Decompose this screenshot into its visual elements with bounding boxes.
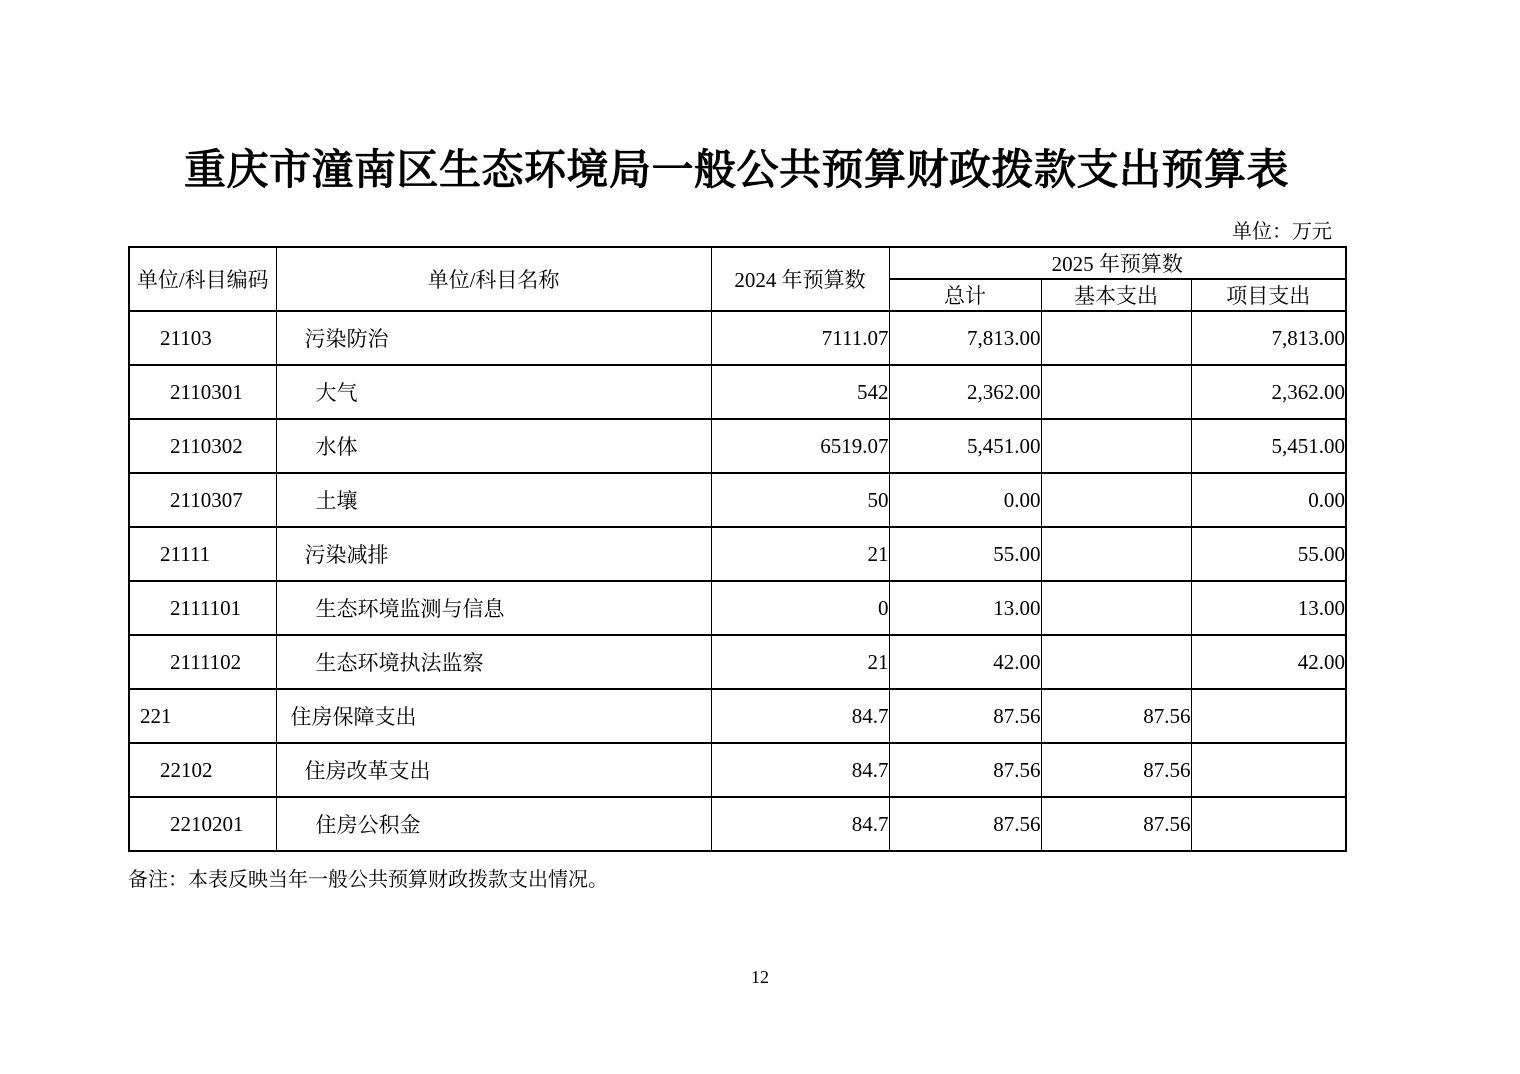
budget-table — [128, 246, 1347, 852]
cell-2024: 0 — [711, 581, 889, 635]
cell-2024: 542 — [711, 365, 889, 419]
table-row — [129, 419, 1346, 473]
table-body — [129, 311, 1346, 851]
unit-note: 单位：万元 — [1232, 221, 1332, 243]
cell-basic — [1041, 473, 1191, 527]
cell-code: 2110307 — [129, 473, 276, 527]
cell-name: 住房公积金 — [276, 797, 711, 851]
cell-2024: 7111.07 — [711, 311, 889, 365]
cell-2024: 6519.07 — [711, 419, 889, 473]
cell-name: 生态环境监测与信息 — [276, 581, 711, 635]
header-row-1 — [129, 247, 1346, 279]
cell-project: 2,362.00 — [1191, 365, 1346, 419]
cell-project: 5,451.00 — [1191, 419, 1346, 473]
cell-total: 87.56 — [889, 689, 1041, 743]
cell-name: 土壤 — [276, 473, 711, 527]
cell-total: 55.00 — [889, 527, 1041, 581]
cell-name: 大气 — [276, 365, 711, 419]
cell-code: 2110302 — [129, 419, 276, 473]
cell-name: 污染减排 — [276, 527, 711, 581]
cell-code: 221 — [129, 689, 276, 743]
cell-name: 水体 — [276, 419, 711, 473]
cell-total: 87.56 — [889, 797, 1041, 851]
cell-basic: 87.56 — [1041, 743, 1191, 797]
cell-project — [1191, 797, 1346, 851]
table-header — [129, 247, 1346, 311]
cell-project: 7,813.00 — [1191, 311, 1346, 365]
cell-project — [1191, 743, 1346, 797]
header-basic-expenditure: 基本支出 — [1041, 279, 1191, 311]
cell-2024: 21 — [711, 635, 889, 689]
cell-2024: 84.7 — [711, 743, 889, 797]
cell-2024: 84.7 — [711, 689, 889, 743]
cell-project: 13.00 — [1191, 581, 1346, 635]
cell-code: 2210201 — [129, 797, 276, 851]
cell-basic — [1041, 419, 1191, 473]
cell-total: 42.00 — [889, 635, 1041, 689]
table-row — [129, 797, 1346, 851]
table-row — [129, 581, 1346, 635]
cell-code: 2110301 — [129, 365, 276, 419]
cell-basic: 87.56 — [1041, 797, 1191, 851]
cell-name: 生态环境执法监察 — [276, 635, 711, 689]
header-2024-budget: 2024 年预算数 — [711, 247, 889, 311]
cell-project — [1191, 689, 1346, 743]
header-code: 单位/科目编码 — [129, 247, 276, 311]
cell-name: 污染防治 — [276, 311, 711, 365]
cell-basic — [1041, 527, 1191, 581]
cell-basic — [1041, 311, 1191, 365]
cell-total: 2,362.00 — [889, 365, 1041, 419]
page-number: 12 — [751, 967, 769, 987]
cell-project: 55.00 — [1191, 527, 1346, 581]
cell-2024: 84.7 — [711, 797, 889, 851]
table-row — [129, 365, 1346, 419]
footnote: 备注：本表反映当年一般公共预算财政拨款支出情况。 — [128, 869, 608, 891]
cell-total: 5,451.00 — [889, 419, 1041, 473]
cell-name: 住房保障支出 — [276, 689, 711, 743]
table-row — [129, 743, 1346, 797]
table-row — [129, 473, 1346, 527]
table-row — [129, 635, 1346, 689]
cell-total: 13.00 — [889, 581, 1041, 635]
header-name: 单位/科目名称 — [276, 247, 711, 311]
page-content — [128, 0, 1345, 894]
table-row — [129, 527, 1346, 581]
cell-basic — [1041, 581, 1191, 635]
cell-total: 87.56 — [889, 743, 1041, 797]
cell-2024: 21 — [711, 527, 889, 581]
cell-basic — [1041, 635, 1191, 689]
table-row — [129, 311, 1346, 365]
cell-code: 2111101 — [129, 581, 276, 635]
cell-name: 住房改革支出 — [276, 743, 711, 797]
cell-total: 0.00 — [889, 473, 1041, 527]
cell-total: 7,813.00 — [889, 311, 1041, 365]
cell-code: 22102 — [129, 743, 276, 797]
header-total: 总计 — [889, 279, 1041, 311]
cell-project: 42.00 — [1191, 635, 1346, 689]
cell-2024: 50 — [711, 473, 889, 527]
header-2025-budget: 2025 年预算数 — [889, 247, 1346, 279]
cell-basic — [1041, 365, 1191, 419]
page-title: 重庆市潼南区生态环境局一般公共预算财政拨款支出预算表 — [183, 148, 1289, 194]
cell-code: 21111 — [129, 527, 276, 581]
table-row — [129, 689, 1346, 743]
cell-code: 21103 — [129, 311, 276, 365]
cell-code: 2111102 — [129, 635, 276, 689]
header-project-expenditure: 项目支出 — [1191, 279, 1346, 311]
cell-project: 0.00 — [1191, 473, 1346, 527]
cell-basic: 87.56 — [1041, 689, 1191, 743]
